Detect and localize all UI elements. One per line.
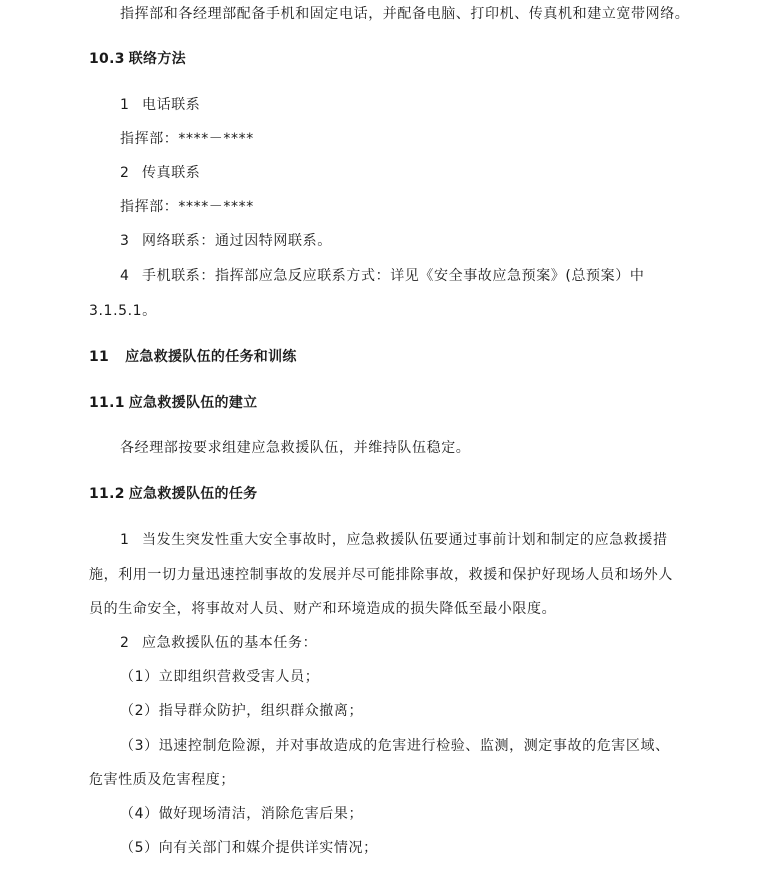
list-item-number: 4 xyxy=(120,268,130,284)
list-item-text: 传真联系 xyxy=(142,165,201,181)
section-heading-10-3 xyxy=(89,49,186,69)
contact-value: 指挥部：****－**** xyxy=(120,131,254,147)
list-item-number: 2 xyxy=(120,165,130,181)
list-item-text: 电话联系 xyxy=(142,97,201,113)
section-title: 应急救援队伍的建立 xyxy=(128,395,258,411)
list-item-text: 应急救援队伍的基本任务： xyxy=(142,635,318,651)
section-number: 11 xyxy=(89,349,110,365)
list-item-number: 3 xyxy=(120,233,130,249)
section-title: 应急救援队伍的任务和训练 xyxy=(125,349,297,365)
list-item-number: 1 xyxy=(120,97,130,113)
list-item-text: 网络联系：通过因特网联系。 xyxy=(142,233,332,249)
list-item xyxy=(120,231,332,251)
section-heading-11-2 xyxy=(89,484,257,504)
body-text-line: 3.1.5.1。 xyxy=(89,303,157,319)
section-heading-11-1 xyxy=(89,393,257,413)
body-text-line: 施，利用一切力量迅速控制事故的发展并尽可能排除事故，救援和保护好现场人员和场外人 xyxy=(89,567,673,583)
sub-list-item: （2）指导群众防护，组织群众撤离； xyxy=(120,703,364,719)
sub-list-item: （4）做好现场清洁，消除危害后果； xyxy=(120,806,364,822)
body-text-line: 员的生命安全，将事故对人员、财产和环境造成的损失降低至最小限度。 xyxy=(89,601,557,617)
sub-list-item: （1）立即组织营救受害人员； xyxy=(120,669,320,685)
list-item xyxy=(120,163,200,183)
section-title: 联络方法 xyxy=(128,51,186,67)
body-text-line: 各经理部按要求组建应急救援队伍，并维持队伍稳定。 xyxy=(120,440,471,456)
list-item-number: 2 xyxy=(120,635,130,651)
section-number: 11.2 xyxy=(89,486,125,502)
list-item-text: 当发生突发性重大安全事故时，应急救援队伍要通过事前计划和制定的应急救援措 xyxy=(142,532,668,548)
section-title: 应急救援队伍的任务 xyxy=(128,486,258,502)
list-item xyxy=(120,530,668,550)
sub-list-item: （3）迅速控制危险源，并对事故造成的危害进行检验、监测，测定事故的危害区域、 xyxy=(120,738,670,754)
body-text-line: 指挥部和各经理部配备手机和固定电话，并配备电脑、打印机、传真机和建立宽带网络。 xyxy=(120,6,690,22)
list-item-text: 手机联系：指挥部应急反应联系方式：详见《安全事故应急预案》(总预案）中 xyxy=(142,268,645,284)
section-number: 11.1 xyxy=(89,395,125,411)
section-number: 10.3 xyxy=(89,51,125,67)
sub-list-item: （5）向有关部门和媒介提供详实情况； xyxy=(120,840,378,856)
list-item xyxy=(120,95,200,115)
contact-value: 指挥部：****－**** xyxy=(120,199,254,215)
body-text-line: 危害性质及危害程度； xyxy=(89,772,235,788)
list-item-number: 1 xyxy=(120,532,130,548)
list-item xyxy=(120,633,317,653)
section-heading-11 xyxy=(89,347,297,367)
list-item xyxy=(120,266,644,286)
